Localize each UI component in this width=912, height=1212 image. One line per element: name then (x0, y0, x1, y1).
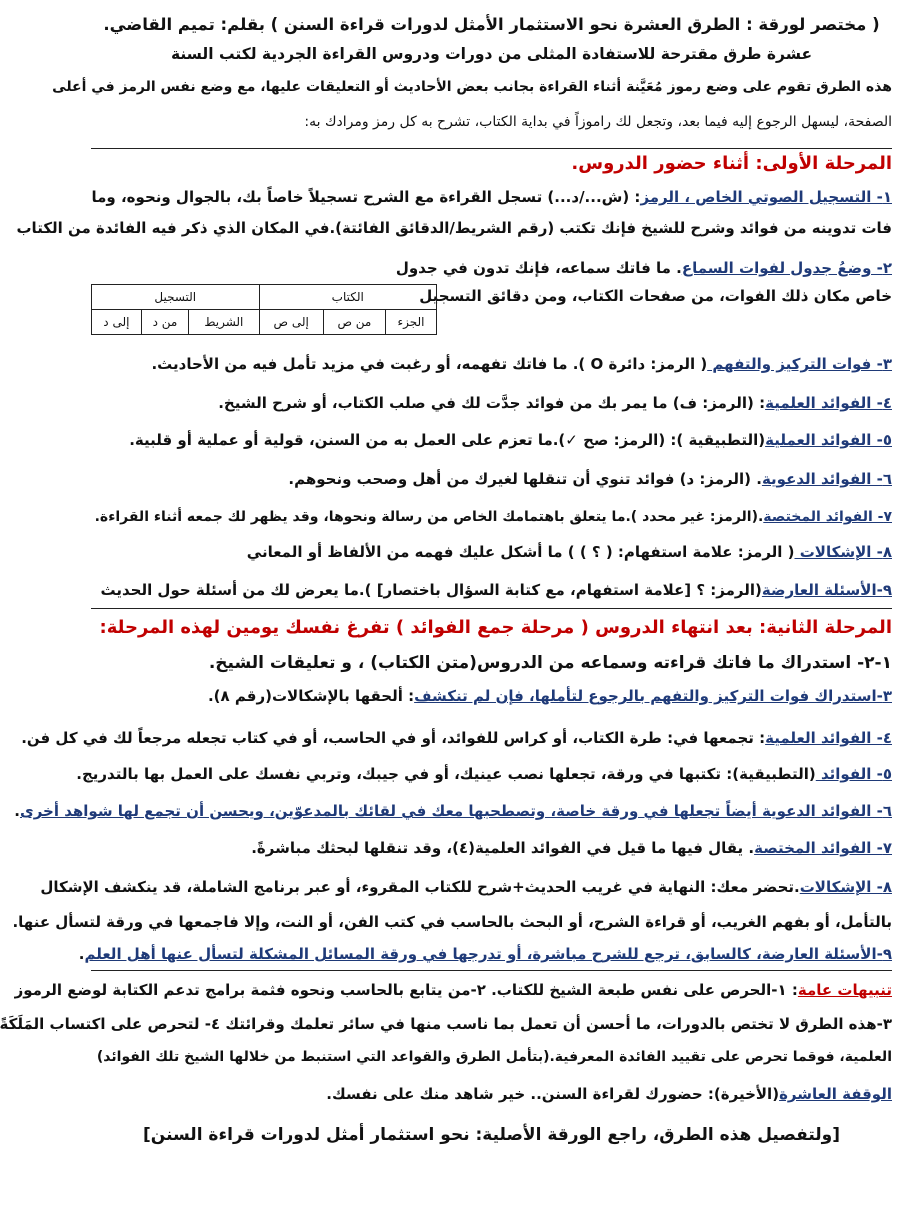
stage2-item-4: ٤- الفوائد العلمية: تجمعها في: طرة الكتاب، أو كراس للفوائد، أو في الحاسب، أو في كتاب تجعله مرجعاً لك في كل فن. (21, 729, 892, 747)
table-group-recording: التسجيل (92, 285, 260, 310)
notes-line-3: العلمية، فوقما تحرص على تقييد الفائدة المعرفية.(بتأمل الطرق والقواعد التي استنبط من خلالها الشيخ تلك الفوائد) (96, 1049, 892, 1065)
divider (91, 148, 892, 149)
stage2-item-8a: ٨- الإشكالات.تحضر معك: النهاية في غريب الحديث+شرح للكتاب المقروء، أو عبر برنامج الشاملة، قد ينكشف الإشكال (40, 878, 892, 896)
stage1-item-4: ٤- الفوائد العلمية: (الرمز: ف) ما يمر بك من فوائد جدَّت لك في صلب الكتاب، أو شرح الشيخ. (218, 394, 892, 412)
stage1-item-1b: فات تدوينه من فوائد وشرح للشيخ فإنك تكتب (رقم الشريط/الدقائق الفائتة).في المكان الذي ذكر فيه الفائدة من الكتاب (16, 219, 892, 237)
divider (91, 608, 892, 609)
document-page (0, 12, 892, 1188)
document-title: ( مختصر لورقة : الطرق العشرة نحو الاستثمار الأمثل لدورات قراءة السنن ) بقلم: تميم القاضي. (103, 15, 880, 34)
stage1-item-9: ٩-الأسئلة العارضة(الرمز: ؟ [علامة استفهام، مع كتابة السؤال باختصار] ).ما يعرض لك من أسئلة حول الحديث (100, 581, 892, 599)
missed-listening-table (91, 284, 437, 335)
original-paper-reference: [ولتفصيل هذه الطرق، راجع الورقة الأصلية: نحو استثمار أمثل لدورات قراءة السنن] (143, 1125, 840, 1145)
stage2-heading: المرحلة الثانية: بعد انتهاء الدروس ( مرحلة جمع الفوائد ) تفرغ نفسك يومين لهذه المرحلة: (99, 617, 892, 638)
stage2-item-9: ٩-الأسئلة العارضة، كالسابق، ترجع للشرح مباشرة، أو تدرجها في ورقة المسائل المشكلة لتسأل عنها أهل العلم. (78, 945, 892, 963)
table-col-tape: الشريط (189, 310, 259, 335)
table-col-from-min: من د (141, 310, 188, 335)
table-col-to-min: إلى د (92, 310, 142, 335)
notes-line-1: تنبيهات عامة: ١-الحرص على نفس طبعة الشيخ للكتاب. ٢-من يتابع بالحاسب ونحوه فثمة برامج تدعم الكتابة لوضع الرموز (14, 981, 892, 999)
stage1-item-8: ٨- الإشكالات ( الرمز: علامة استفهام: ( ؟ ) ) ما أشكل عليك فهمه من الألفاظ أو المعاني (246, 543, 892, 561)
stage2-item-7: ٧- الفوائد المختصة. يقال فيها ما قيل في الفوائد العلمية(٤)، وقد تنقلها لبحثك مباشرةً. (251, 839, 892, 857)
stage1-item-7: ٧- الفوائد المختصة.(الرمز: غير محدد ).ما يتعلق باهتمامك الخاص من رسالة ونحوها، وقد يظهر لك جمعه أثناء القراءة. (94, 509, 892, 525)
intro-line-1: هذه الطرق تقوم على وضع رموز مُعَيَّنة أثناء القراءة بجانب بعض الأحاديث أو التعليقات عليها، مع وضع نفس الرمز في أعلى (52, 79, 892, 95)
stage1-item-3: ٣- فوات التركيز والتفهم ( الرمز: دائرة O ). ما فاتك تفهمه، أو رغبت في مزيد تأمل فيه من الأحاديث. (151, 355, 892, 373)
table-col-part: الجزء (385, 310, 436, 335)
stage2-item-3: ٣-استدراك فوات التركيز والتفهم بالرجوع لتأملها، فإن لم تنكشف: ألحقها بالإشكالات(رقم ٨). (207, 687, 892, 705)
stage2-item-8b: بالتأمل، أو بفهم الغريب، أو قراءة الشرح، أو البحث بالحاسب في كتب الفن، أو النت، وإلا فاجمعها في ورقة لتسأل عنها. (12, 913, 892, 931)
stage1-item-5: ٥- الفوائد العملية(التطبيقية ): (الرمز: صح ✓).ما تعزم على العمل به من السنن، قولية أو عملية أو قلبية. (129, 431, 892, 449)
stage1-heading: المرحلة الأولى: أثناء حضور الدروس. (571, 153, 892, 174)
stage1-item-2b: خاص مكان ذلك الفوات، من صفحات الكتاب، ومن دقائق التسجيل (419, 287, 892, 305)
stage1-item-1a: ١- التسجيل الصوتي الخاص ، الرمز: (ش.../د...) تسجل القراءة مع الشرح تسجيلاً خاصاً بك، بالجوال ونحوه، وما (91, 188, 892, 206)
stage2-item-5: ٥- الفوائد (التطبيقية): تكتبها في ورقة، تجعلها نصب عينيك، أو في جيبك، وتربي نفسك على العمل بها بالتدريج. (76, 765, 892, 783)
stage2-item-6: ٦- الفوائد الدعوية أيضاً تجعلها في ورقة خاصة، وتصطحبها معك في لقائك بالمدعوّين، ويحسن أن تجمع لها شواهد أخرى. (14, 802, 892, 820)
divider (91, 970, 892, 971)
document-subtitle: عشرة طرق مقترحة للاستفادة المثلى من دورات ودروس القراءة الجردية لكتب السنة (170, 45, 813, 63)
final-stop: الوقفة العاشرة(الأخيرة): حضورك لقراءة السنن.. خير شاهد منك على نفسك. (326, 1085, 892, 1103)
table-col-from-page: من ص (323, 310, 385, 335)
intro-line-2: الصفحة، ليسهل الرجوع إليه فيما بعد، وتجعل لك راموزاً في بداية الكتاب، تشرح به كل رمز ومرادك به: (304, 114, 892, 130)
stage1-item-6: ٦- الفوائد الدعوية. (الرمز: د) فوائد تنوي أن تنقلها لغيرك من أهل وصحب ونحوهم. (288, 470, 892, 488)
table-group-book: الكتاب (259, 285, 436, 310)
table-col-to-page: إلى ص (259, 310, 323, 335)
notes-line-2: ٣-هذه الطرق لا تختص بالدورات، ما أحسن أن تعمل بما ناسب منها في سائر تعلمك وقرائتك ٤- لتحرص على اكتساب المَلَكَةً (0, 1015, 892, 1033)
stage1-item-2a: ٢- وضعُ جدول لفوات السماع. ما فاتك سماعه، فإنك تدون في جدول (395, 259, 892, 277)
stage2-item-1: ١-٢- استدراك ما فاتك قراءته وسماعه من الدروس(متن الكتاب) ، و تعليقات الشيخ. (208, 653, 892, 673)
